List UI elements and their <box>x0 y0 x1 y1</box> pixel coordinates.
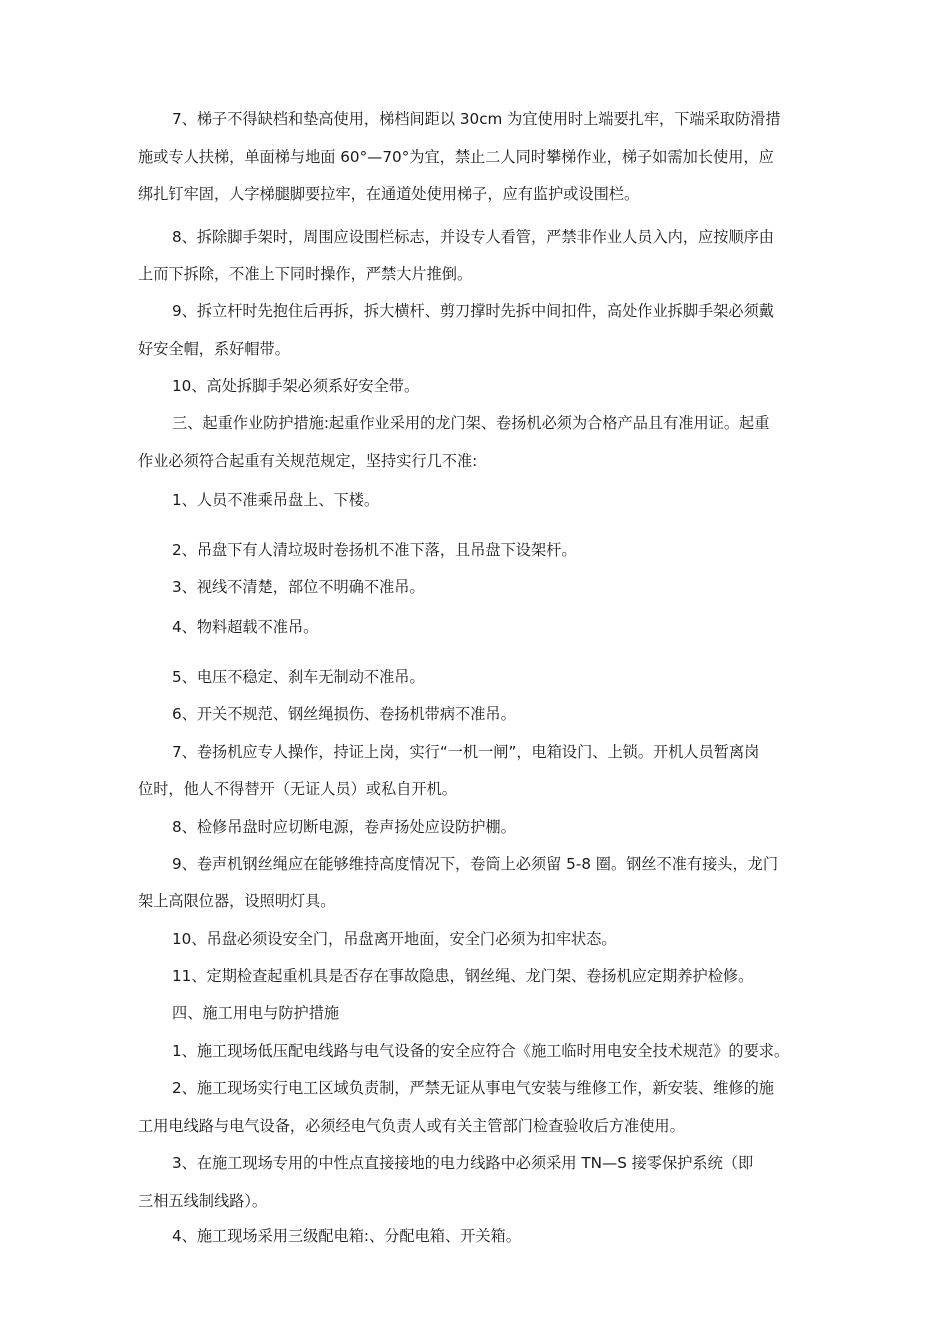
text-line: 绑扎钉牢固，人字梯腿脚要拉牢，在通道处使用梯子，应有监护或设围栏。 <box>138 185 640 203</box>
text-line: 架上高限位器，设照明灯具。 <box>138 892 336 910</box>
text-line: 1、施工现场低压配电线路与电气设备的安全应符合《施工临时用电安全技术规范》的要求。 <box>172 1042 790 1060</box>
text-line: 好安全帽，系好帽带。 <box>138 340 290 358</box>
text-line: 作业必须符合起重有关规范规定，坚持实行几不准: <box>138 452 478 470</box>
text-line: 2、吊盘下有人清垃圾时卷扬机不准下落，且吊盘下设架杆。 <box>172 541 577 559</box>
text-line: 9、卷声机钢丝绳应在能够维持高度情况下，卷筒上必须留 5-8 圈。钢丝不准有接头，龙门 <box>172 855 779 873</box>
text-line: 工用电线路与电气设备，必须经电气负责人或有关主管部门检查验收后方准使用。 <box>138 1117 685 1135</box>
text-line: 4、施工现场采用三级配电箱:、分配电箱、开关箱。 <box>172 1227 521 1245</box>
text-line: 四、施工用电与防护措施 <box>172 1004 340 1022</box>
text-line: 位时，他人不得替开（无证人员）或私自开机。 <box>138 780 457 798</box>
text-line: 6、开关不规范、钢丝绳损伤、卷扬机带病不准吊。 <box>172 705 516 723</box>
text-line: 9、拆立杆时先抱住后再拆，拆大横杆、剪刀撑时先拆中间扣件，高处作业拆脚手架必须戴 <box>172 302 774 320</box>
text-line: 3、视线不清楚，部位不明确不准吊。 <box>172 578 425 596</box>
text-line: 2、施工现场实行电工区域负责制，严禁无证从事电气安装与维修工作，新安装、维修的施 <box>172 1079 774 1097</box>
text-line: 3、在施工现场专用的中性点直接接地的电力线路中必须采用 TN—S 接零保护系统（即 <box>172 1154 754 1172</box>
text-line: 10、高处拆脚手架必须系好安全带。 <box>172 377 420 395</box>
text-line: 三相五线制线路）。 <box>138 1192 268 1210</box>
text-line: 7、梯子不得缺档和垫高使用，梯档间距以 30cm 为宜使用时上端要扎牢，下端采取防滑措 <box>172 110 781 128</box>
text-line: 4、物料超载不准吊。 <box>172 618 319 636</box>
text-line: 5、电压不稳定、刹车无制动不准吊。 <box>172 668 425 686</box>
text-line: 三、起重作业防护措施:起重作业采用的龙门架、卷扬机必须为合格产品且有准用证。起重 <box>172 414 770 432</box>
text-line: 8、拆除脚手架时，周围应设围栏标志，并设专人看管，严禁非作业人员入内，应按顺序由 <box>172 228 774 246</box>
text-line: 8、检修吊盘时应切断电源，卷声扬处应设防护棚。 <box>172 818 516 836</box>
text-line: 10、吊盘必须设安全门，吊盘离开地面，安全门必须为扣牢状态。 <box>172 930 617 948</box>
text-line: 上而下拆除，不准上下同时操作，严禁大片推倒。 <box>138 265 473 283</box>
text-line: 11、定期检查起重机具是否存在事故隐患，钢丝绳、龙门架、卷扬机应定期养护检修。 <box>172 967 754 985</box>
text-line: 施或专人扶梯，单面梯与地面 60°—70°为宜，禁止二人同时攀梯作业，梯子如需加长使用，应 <box>138 148 774 166</box>
text-line: 1、人员不准乘吊盘上、下楼。 <box>172 491 380 509</box>
text-line: 7、卷扬机应专人操作，持证上岗，实行“一机一闸”，电箱设门、上锁。开机人员暂离岗 <box>172 743 760 761</box>
